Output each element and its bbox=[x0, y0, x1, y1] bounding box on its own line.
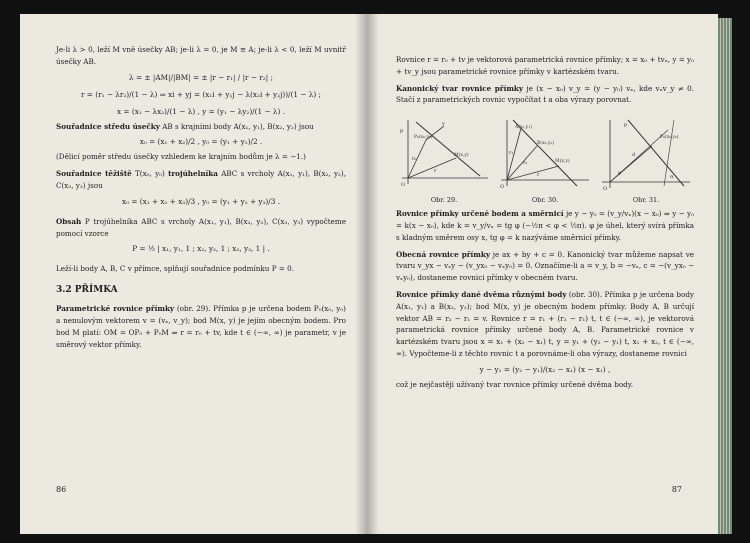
fig29-label-m: M(x,y) bbox=[454, 153, 469, 159]
vector-equation-paragraph: Rovnice r = r₀ + tv je vektorová parametrická rovnice přímky; x = x₀ + tvₓ, y = y₀ + tv_y jsou parametrické rovnice přímky v kartézském tvaru. bbox=[396, 55, 694, 76]
page-number-left: 86 bbox=[56, 485, 67, 494]
fig29-label-o: O bbox=[401, 182, 406, 189]
slope-paragraph: Rovnice přímky určené bodem a směrnicí je y − y₀ = (v_y/vₓ)(x − x₀) ⇒ y − y₀ = k(x − x₀), kde k = v_y/vₓ = tg φ (−½π < φ < ½π). φ je úhel, který svírá přímka s kladným směrem osy x, tg φ = k nazýváme směrnicí přímky. bbox=[396, 209, 694, 242]
figure-31-diagram bbox=[598, 116, 694, 192]
equation-area: P = ½ | x₁, y₁, 1 ; x₂, y₂, 1 ; x₃, y₃, 1 | . bbox=[132, 244, 270, 254]
equation-centroid: x₀ = (x₁ + x₂ + x₃)/3 , y₀ = (y₁ + y₂ + y₃)/3 . bbox=[121, 196, 281, 206]
fig30-label-r: r bbox=[537, 172, 540, 179]
two-points-paragraph: Rovnice přímky dané dvěma různými body (obr. 30). Přímka p je určena body A(x₁, y₁) a B(x₂, y₂); bod M(x, y) je obecným bodem přímky. Body A, B určují vektor AB = r₂ − r₁ = v. Rovnice r = r₁ + (r₂ − r₁) t, t ∈ (−∞, ∞), je vektorová parametrická rovnice přímky určené body A, B. Parametrické rovnice v kartézském tvaru jsou x = x₁ + (x₂ − x₁) t, y = y₁ + (y₂ − y₁) t, x₁ + x₂, t ∈ (−∞, ∞). Vypočteme-li z těchto rovnic t a porovnáme-li oba výrazy, dostaneme rovnici bbox=[396, 289, 694, 358]
left-page bbox=[20, 14, 368, 534]
fig31-label-alpha: α bbox=[670, 174, 674, 181]
ratio-note: (Dělicí poměr středu úsečky vzhledem ke krajním bodům je λ = −1.) bbox=[56, 152, 306, 162]
fig31-label-p: p bbox=[624, 122, 628, 129]
general-paragraph: Obecná rovnice přímky je ax + by + c = 0. Kanonický tvar můžeme napsat ve tvaru v_yx − vₓy − (v_yx₀ − vₓy₀) = 0. Označíme-li a = v_y, b = −vₓ, c = −(v_yx₀ − vₓy₀), dostaneme rovnici přímky v obecném tvaru. bbox=[396, 249, 695, 283]
conclusion-text: což je nejčastěji užívaný tvar rovnice přímky určené dvěma body. bbox=[396, 379, 634, 389]
page-edges bbox=[718, 18, 732, 534]
fig30-label-r1: r₁ bbox=[509, 150, 514, 157]
centroid-paragraph: Souřadnice těžiště T(x₀, y₀) trojúhelníka ABC s vrcholy A(x₁, y₁), B(x₂, y₂), C(x₃, y₃) jsou bbox=[56, 169, 346, 190]
fig29-label-r0: r₀ bbox=[412, 156, 417, 163]
fig30-label-o: O bbox=[500, 184, 505, 191]
midpoint-paragraph: Souřadnice středu úsečky AB s krajními body A(x₁, y₁), B(x₂, y₂) jsou bbox=[56, 121, 314, 131]
collinear-text: Leží-li body A, B, C v přímce, splňují souřadnice podmínku P = 0. bbox=[56, 264, 294, 274]
book-gutter bbox=[355, 14, 379, 534]
figure-31-caption: Obr. 31. bbox=[632, 196, 660, 205]
fig29-label-r: r bbox=[434, 168, 437, 175]
parametric-paragraph: Parametrické rovnice přímky (obr. 29). Přímka p je určena bodem P₀(x₀, y₀) a nenulovým vektorem v = (vₓ, v_y); bod M(x, y) je jejím obecným bodem. Pro bod M platí: OM = OP₀ + P₀M ⇒ r = r₀ + tv, kde t ∈ (−∞, ∞) je parametr, v je směrový vektor přímky. bbox=[56, 304, 346, 349]
canonical-paragraph: Kanonický tvar rovnice přímky je (x − x₀) v_y = (y − y₀) vₓ, kde vₓv_y ≠ 0. Stačí z parametrických rovnic vypočítat t a oba výrazy porovnat. bbox=[396, 83, 694, 105]
figure-31 bbox=[598, 116, 694, 204]
area-paragraph: Obsah P trojúhelníka ABC s vrcholy A(x₁, y₁), B(x₂, y₂), C(x₃, y₃) vypočteme pomocí vzorce bbox=[56, 216, 346, 238]
fig29-label-p0: P₀(x₀,y₀) bbox=[414, 135, 433, 141]
section-heading: 3.2 PŘÍMKA bbox=[56, 285, 118, 296]
fig31-label-phi: φ bbox=[618, 170, 622, 177]
figures-row bbox=[396, 116, 694, 204]
equation-coordinates: x = (x₁ − λx₂)/(1 − λ) , y = (y₁ − λy₂)/(1 − λ) . bbox=[116, 106, 285, 116]
fig31-label-p0: P₀(x₀,y₀) bbox=[660, 135, 679, 141]
lambda-text: Je-li λ > 0, leží M vně úsečky AB; je-li λ = 0, je M ≡ A; je-li λ < 0, leží M uvnitř úsečky AB. bbox=[56, 45, 346, 66]
figure-29 bbox=[396, 116, 492, 204]
equation-lambda: λ = ± |AM|/|BM| = ± |r − r₁| / |r − r₂| ; bbox=[129, 72, 273, 82]
fig31-label-d: d bbox=[632, 152, 636, 159]
page-number-right: 87 bbox=[671, 485, 682, 494]
figure-30 bbox=[497, 116, 593, 204]
fig31-label-o: O bbox=[603, 186, 608, 193]
equation-two-points: y − y₁ = (y₂ − y₁)/(x₂ − x₁) (x − x₁) , bbox=[479, 364, 611, 374]
equation-vector: r = (r₁ − λr₂)/(1 − λ) ⇒ xi + yj = (x₁i + y₁j − λ(x₂i + y₂j))/(1 − λ) ; bbox=[81, 89, 321, 99]
figure-29-caption: Obr. 29. bbox=[430, 196, 458, 205]
fig30-label-r2: r₂ bbox=[523, 160, 528, 167]
fig30-label-m: M(x,y) bbox=[555, 159, 570, 165]
right-page bbox=[368, 14, 718, 534]
figure-29-diagram bbox=[396, 116, 492, 192]
equation-midpoint: x₀ = (x₁ + x₂)/2 , y₀ = (y₁ + y₂)/2 . bbox=[139, 137, 263, 147]
figure-30-caption: Obr. 30. bbox=[531, 196, 559, 205]
fig30-label-b: B(x₂,y₂) bbox=[537, 141, 554, 147]
fig29-label-v: v bbox=[442, 121, 445, 128]
fig30-label-a: A(x₁,y₁) bbox=[515, 125, 532, 131]
fig29-label-p: p bbox=[400, 128, 404, 135]
figure-30-diagram bbox=[497, 116, 593, 192]
